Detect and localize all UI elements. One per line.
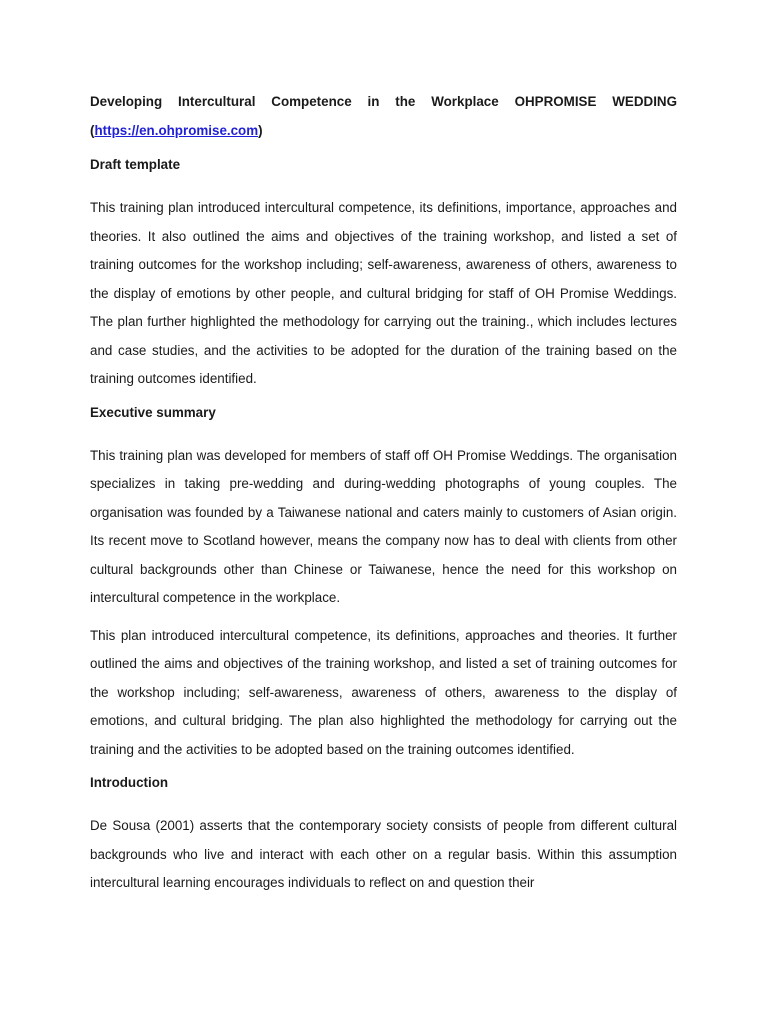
document-title: Developing Intercultural Competence in the Workplace OHPROMISE WEDDING [90,94,677,109]
website-link[interactable]: https://en.ohpromise.com [94,122,259,138]
paragraph-introduction: De Sousa (2001) asserts that the contemporary society consists of people from different cultural backgrounds who live and interact with each other on a regular basis. Within this assumption intercultural learning encourages individuals to reflect on and question their [90,818,677,890]
section-heading-introduction: Introduction [90,775,169,790]
title-link-line [90,117,677,146]
document-page [90,88,677,907]
link-open-paren: ( [90,122,95,138]
section-heading-executive-summary: Executive summary [90,404,216,420]
link-close-paren: ) [258,122,263,138]
paragraph-executive-summary-1: This training plan was developed for members of staff off OH Promise Weddings. The organisation specializes in taking pre-wedding and during-wedding photographs of young couples. The organisation was founded by a Taiwanese national and caters mainly to customers of Asian origin. Its recent move to Scotland however, means the company now has to deal with clients from other cultural backgrounds other than Chinese or Taiwanese, hence the need for this workshop on intercultural competence in the workplace. [90,447,677,605]
section-heading-draft-template: Draft template [90,157,181,172]
paragraph-draft-template: This training plan introduced intercultural competence, its definitions, importance, approaches and theories. It also outlined the aims and objectives of the training workshop, and listed a set of training outcomes for the workshop including; self-awareness, awareness of others, awareness to the display of emotions by other people, and cultural bridging for staff of OH Promise Weddings. The plan further highlighted the methodology for carrying out the training., which includes lectures and case studies, and the activities to be adopted for the duration of the training based on the training outcomes identified. [90,200,677,386]
paragraph-executive-summary-2: This plan introduced intercultural competence, its definitions, approaches and theories. It further outlined the aims and objectives of the training workshop, and listed a set of training outcomes for the workshop including; self-awareness, awareness of others, awareness to the display of emotions, and cultural bridging. The plan also highlighted the methodology for carrying out the training and the activities to be adopted based on the training outcomes identified. [90,627,677,757]
